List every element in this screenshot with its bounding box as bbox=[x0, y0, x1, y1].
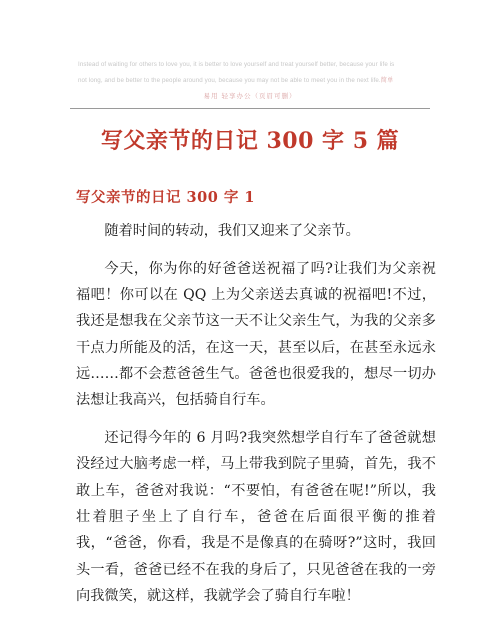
header-subtitle: 易用 轻享办公（页眉可删） bbox=[203, 92, 297, 100]
header-quote-line-2: not long, and be better to the people around you, because you may not be able to meet you in the next life. bbox=[78, 77, 381, 84]
header-quote-line-1: Instead of waiting for others to love you, it is better to love yourself and treat yourself better, because your life is bbox=[78, 61, 395, 68]
paragraph: 随着时间的转动，我们又迎来了父亲节。 bbox=[104, 223, 360, 239]
header-quote-line-2-row bbox=[78, 73, 426, 89]
header-quote bbox=[78, 57, 426, 89]
section-body bbox=[76, 218, 436, 621]
document-title: 写父亲节的日记 300 字 5 篇 bbox=[100, 128, 400, 154]
header-divider bbox=[70, 108, 430, 109]
header-quote-line-2-tail: 简单 bbox=[380, 77, 394, 84]
paragraph: 今天，你为你的好爸爸送祝福了吗?让我们为父亲祝福吧！你可以在 QQ 上为父亲送去真诚的祝福吧!不过，我还是想我在父亲节这一天不让父亲生气，为我的父亲多干点力所能及的活，在这一天，甚至以后，在甚至永远永远……都不会惹爸爸生气。爸爸也很爱我的，想尽一切办法想让我高兴，包括骑自行车。 bbox=[76, 260, 436, 409]
paragraph: 还记得今年的 6 月吗?我突然想学自行车了爸爸就想没经过大脑考虑一样，马上带我到院子里骑，首先，我不敢上车，爸爸对我说：“不要怕，有爸爸在呢!”所以，我壮着胆子坐上了自行车，爸爸在后面很平衡的推着我，“爸爸，你看，我是不是像真的在骑呀?”这时，我回头一看，爸爸已经不在我的身后了，只见爸爸在我的一旁向我微笑，就这样，我就学会了骑自行车啦！ bbox=[76, 430, 436, 604]
section-heading: 写父亲节的日记 300 字 1 bbox=[76, 189, 255, 206]
